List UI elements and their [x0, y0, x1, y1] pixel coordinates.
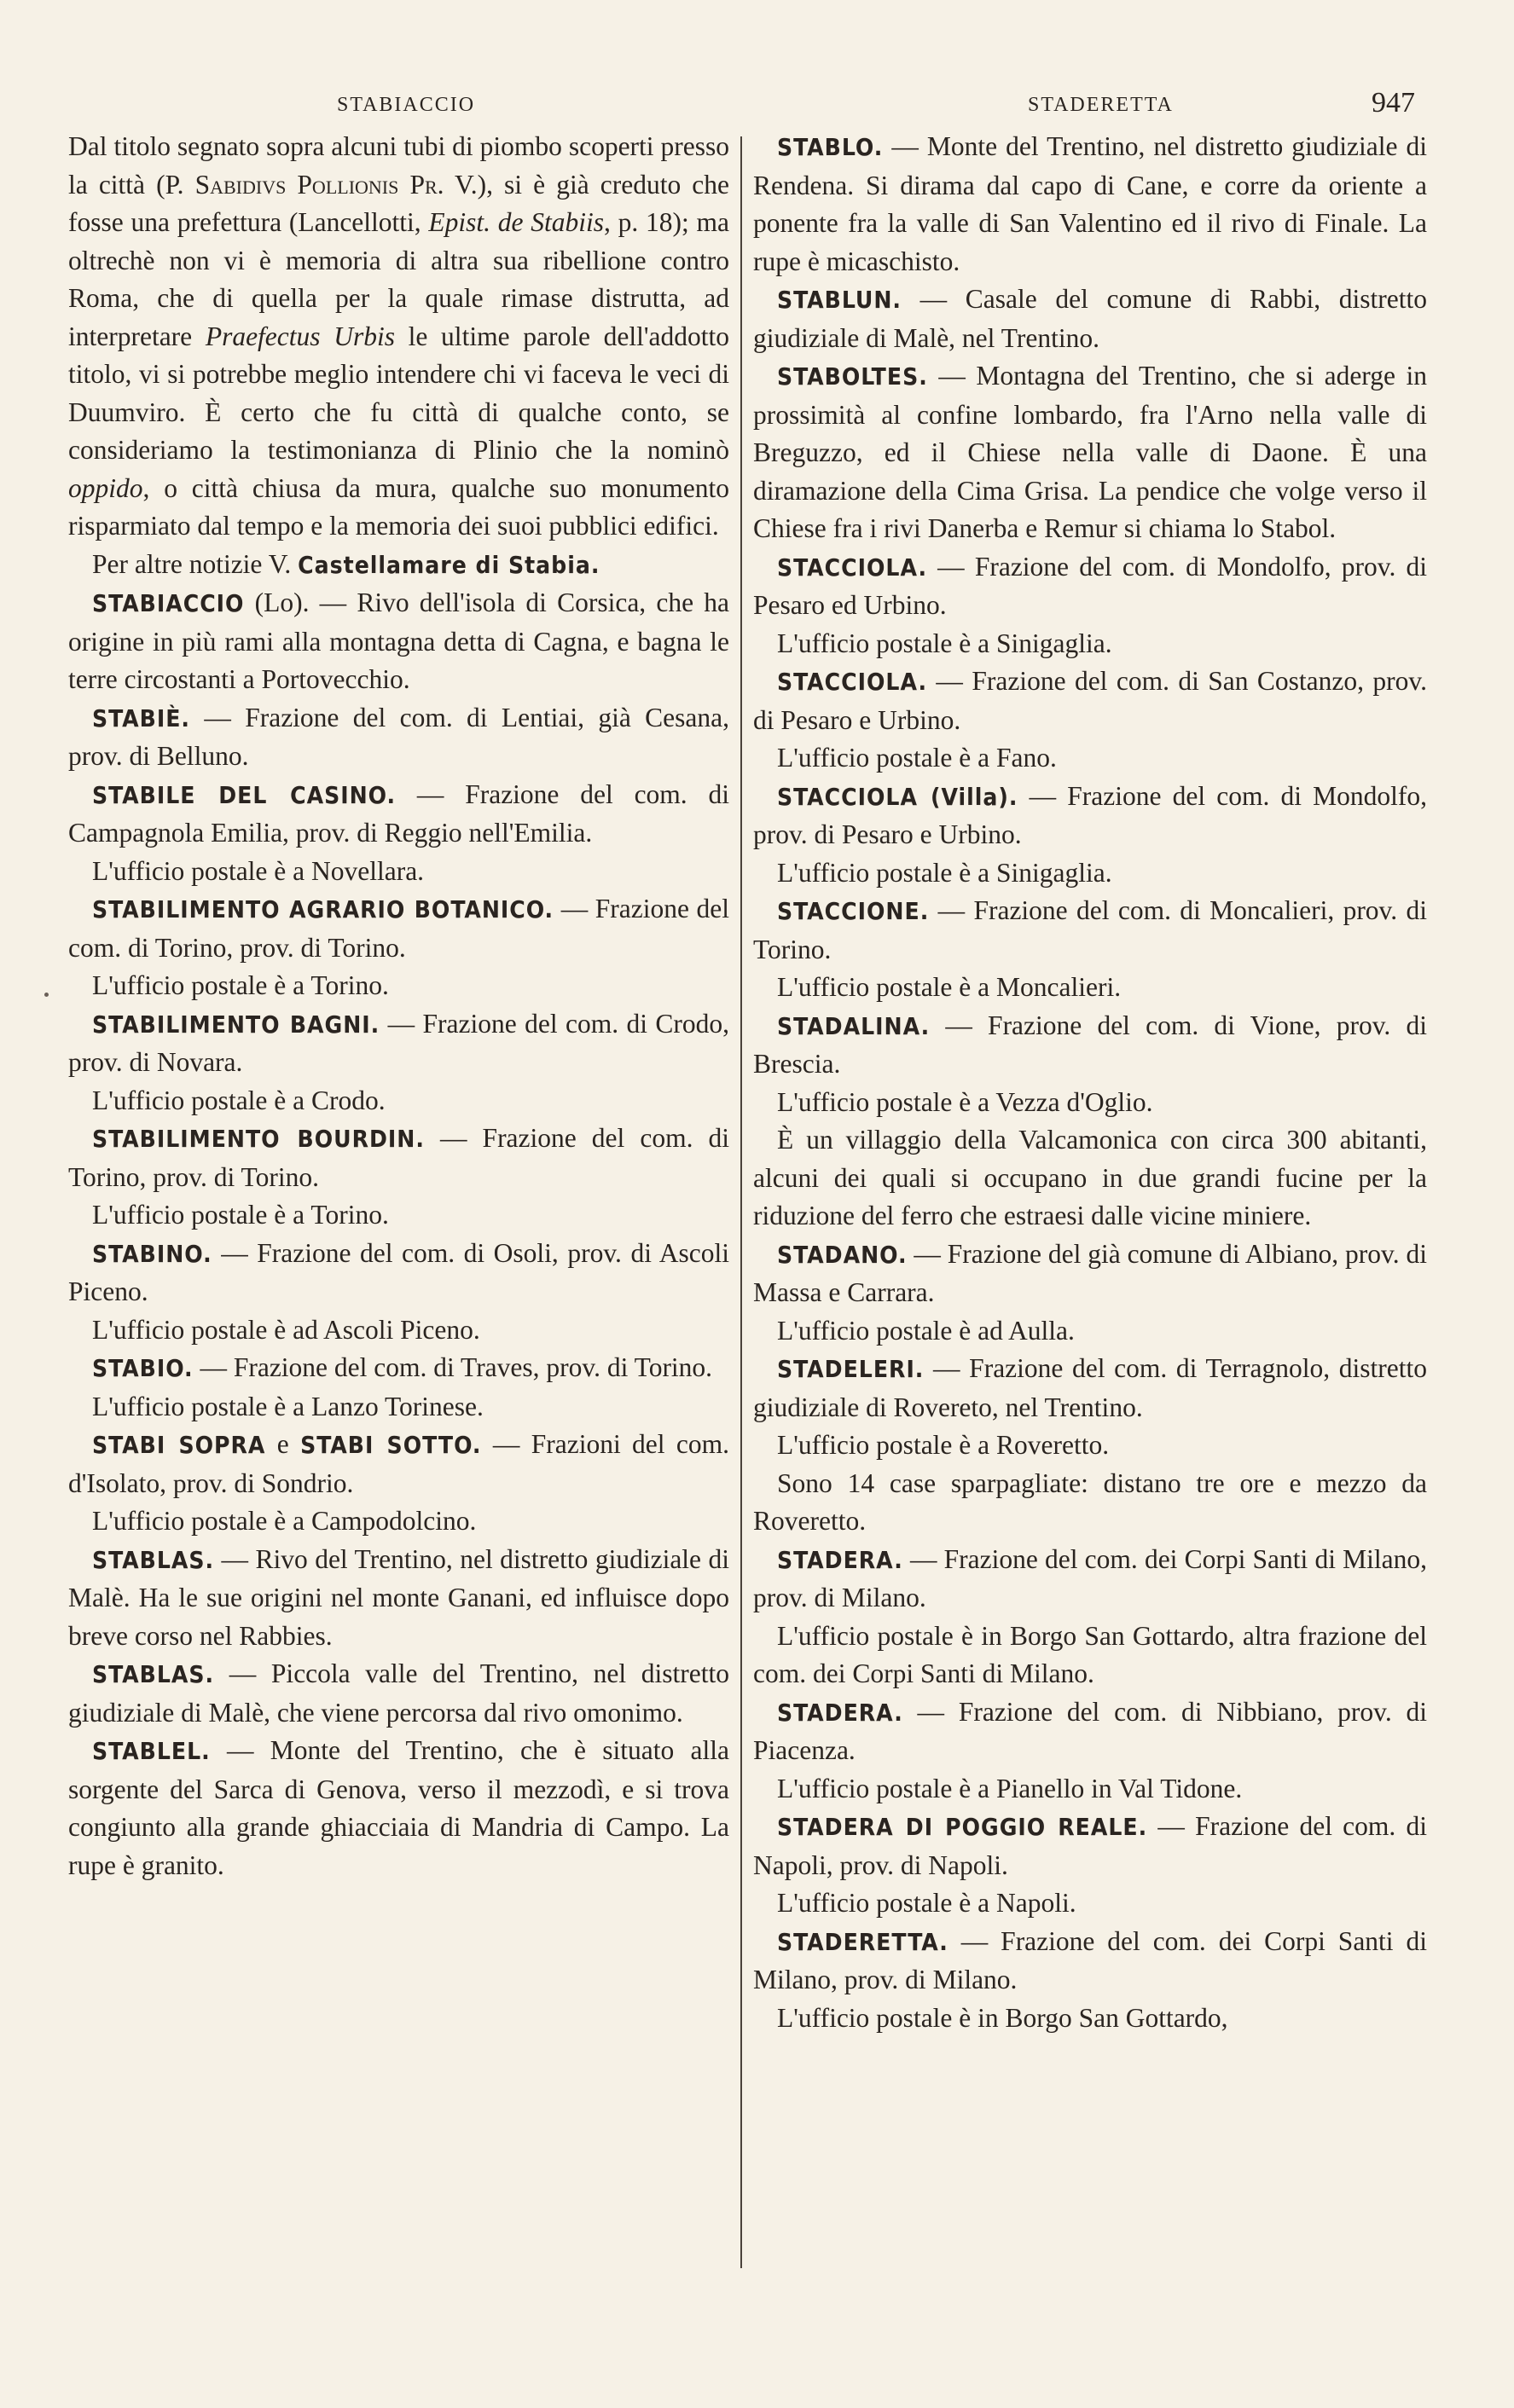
- entry-stabi-sopra-sotto: [68, 1426, 729, 1502]
- latin-word: oppido: [68, 472, 143, 503]
- postal-note: L'ufficio postale è a Moncalieri.: [777, 972, 1122, 1002]
- entry-stadera-di-poggio-reale: [753, 1808, 1427, 1884]
- entry-text: — Frazione del com. dei Corpi Santi di Milano, prov. di Milano.: [753, 1543, 1427, 1612]
- entry-text: — Frazioni del com. d'Isolato, prov. di Sondrio.: [68, 1429, 730, 1498]
- text-run: V.), si è già creduto che fosse una prefettura (Lancellotti,: [68, 169, 730, 237]
- postal-note: L'ufficio postale è a Torino.: [92, 1200, 389, 1230]
- entry-text: — Frazione del com. dei Corpi Santi di Milano, prov. di Milano.: [753, 1925, 1427, 1994]
- entry-text: — Casale del comune di Rabbi, distretto giudiziale di Malè, nel Trentino.: [753, 284, 1427, 353]
- entry-headword: STABILE DEL CASINO.: [92, 780, 397, 809]
- entry-text: — Frazione del com. di Campagnola Emilia, prov. di Reggio nell'Emilia.: [68, 779, 730, 848]
- entry-headword: STABILIMENTO BOURDIN.: [92, 1125, 425, 1153]
- description-note: È un villaggio della Valcamonica con circa 300 abitanti, alcuni dei quali si occupano in due grandi fucine per la riduzione del ferro che estraesi dalle vicine miniere.: [753, 1125, 1427, 1230]
- description-note: Sono 14 case sparpagliate: distano tre ore e mezzo da Roveretto.: [753, 1467, 1427, 1536]
- entry-headword: STADERA.: [777, 1698, 903, 1727]
- entry-text: — Piccola valle del Trentino, nel distretto giudiziale di Malè, che viene percorsa dal rivo omonimo.: [68, 1658, 729, 1728]
- left-running-head: STABIACCIO: [337, 94, 476, 116]
- entry-headword: STABIO.: [92, 1354, 194, 1382]
- entry-stablas-valle: [68, 1655, 729, 1732]
- entry-text: — Rivo del Trentino, nel distretto giudiziale di Malè. Ha le sue origini nel monte Ganani, ed influisce dopo breve corso nel Rabbies.: [68, 1543, 729, 1651]
- text-run: , o città chiusa da mura, qualche suo monumento risparmiato dal tempo e la memoria dei suoi pubblici edifici.: [68, 472, 729, 541]
- page-number: 947: [1372, 87, 1415, 119]
- entry-headword: STABLO.: [777, 133, 884, 161]
- margin-dot: [44, 993, 49, 997]
- postal-note: L'ufficio postale è a Sinigaglia.: [777, 857, 1112, 888]
- entry-stadano: [753, 1236, 1427, 1312]
- right-running-head: STADERETTA: [1028, 94, 1174, 116]
- entry-stabio: [68, 1349, 729, 1388]
- postal-note: L'ufficio postale è a Torino.: [92, 970, 389, 1000]
- text-run: le ultime parole dell'addotto titolo, vi si potrebbe meglio intendere chi vi faceva le veci di Duumviro. È certo che fu città di qualche conto, se consideriamo la testimonianza di Plinio che la nominò: [68, 321, 729, 465]
- column-divider: [740, 136, 742, 2268]
- entry-stadera-nibbiano: [753, 1693, 1427, 1770]
- entry-headword: STABLAS.: [92, 1660, 215, 1688]
- entry-headword: STADERA DI POGGIO REALE.: [777, 1813, 1148, 1841]
- cross-reference: Castellamare di Stabia.: [298, 550, 600, 579]
- postal-note: L'ufficio postale è a Napoli.: [777, 1888, 1076, 1918]
- postal-note: L'ufficio postale è in Borgo San Gottardo,: [777, 2002, 1228, 2033]
- entry-headword: STABILIMENTO AGRARIO BOTANICO.: [92, 895, 554, 923]
- entry-staderetta: [753, 1923, 1427, 2000]
- entry-headword: STACCIONE.: [777, 897, 930, 925]
- entry-text: — Frazione del com. di Nibbiano, prov. di Piacenza.: [753, 1696, 1427, 1765]
- entry-headword: STABIÈ.: [92, 703, 190, 732]
- entry-text: — Monte del Trentino, nel distretto giudiziale di Rendena. Si dirama dal capo di Cane, e corre da oriente a ponente fra la valle di San Valentino ed il rivo di Finale. La rupe è micaschisto.: [753, 131, 1427, 276]
- text-run: Dal titolo segnato sopra alcuni tubi di piombo scoperti presso la città (P.: [68, 131, 729, 200]
- entry-headword: STABLAS.: [92, 1545, 215, 1574]
- entry-text: — Frazione del com. di Vione, prov. di Brescia.: [753, 1010, 1427, 1079]
- inscription-text: Sabidivs Pollionis Pr.: [194, 169, 444, 200]
- entry-headword: STADANO.: [777, 1240, 908, 1269]
- entry-stablun: [753, 281, 1427, 357]
- entry-text: — Frazione del com. di Napoli, prov. di Napoli.: [753, 1811, 1427, 1880]
- postal-note: L'ufficio postale è a Novellara.: [92, 855, 425, 886]
- entry-text: — Frazione del già comune di Albiano, prov. di Massa e Carrara.: [753, 1238, 1427, 1307]
- entry-stablo: [753, 128, 1427, 281]
- entry-stabilimento-bourdin: [68, 1120, 729, 1196]
- entry-headword: STABI SOTTO.: [300, 1431, 482, 1459]
- entry-headword: STABLUN.: [777, 286, 902, 314]
- entry-text: — Frazione del com. di San Costanzo, prov. di Pesaro e Urbino.: [753, 666, 1427, 735]
- left-column: [68, 128, 729, 1884]
- entry-text: (Lo). — Rivo dell'isola di Corsica, che ha origine in più rami alla montagna detta di Cagna, e bagna le terre circostanti a Portovecchio.: [68, 588, 729, 694]
- entry-headword: STABILIMENTO BAGNI.: [92, 1010, 380, 1039]
- intro-paragraph: [68, 128, 729, 546]
- entry-headword: STADELERI.: [777, 1355, 925, 1383]
- entry-headword: STACCIOLA.: [777, 668, 928, 696]
- postal-note: L'ufficio postale è a Crodo.: [92, 1085, 386, 1115]
- entry-staccione: [753, 892, 1427, 969]
- postal-note: L'ufficio postale è a Campodolcino.: [92, 1506, 477, 1536]
- entry-text: — Frazione del com. di Moncalieri, prov. di Torino.: [753, 895, 1427, 964]
- entry-stabile-del-casino: [68, 776, 729, 853]
- text-run: Per altre notizie V.: [92, 548, 299, 579]
- postal-note: L'ufficio postale è a Sinigaglia.: [777, 628, 1112, 658]
- postal-note: L'ufficio postale è a Vezza d'Oglio.: [777, 1086, 1153, 1117]
- postal-note: L'ufficio postale è in Borgo San Gottardo, altra frazione del com. dei Corpi Santi di Milano.: [753, 1620, 1427, 1688]
- entry-stablel: [68, 1732, 729, 1884]
- entry-headword: STACCIOLA (Villa).: [777, 782, 1018, 811]
- entry-text: — Frazione del com. di Torino, prov. di Torino.: [68, 894, 729, 963]
- text-run: , p. 18); ma oltrechè non vi è memoria di altra sua ribellione contro Roma, che di quella per la quale rimase distrutta, ad interpretare: [68, 207, 729, 351]
- entry-text: — Frazione del com. di Traves, prov. di Torino.: [193, 1352, 713, 1382]
- entry-headword: STABINO.: [92, 1239, 212, 1268]
- entry-stacciola-san-costanzo: [753, 663, 1427, 739]
- entry-headword: STADERETTA.: [777, 1927, 948, 1956]
- entry-stacciola-villa: [753, 778, 1427, 854]
- postal-note: L'ufficio postale è a Pianello in Val Tidone.: [777, 1773, 1243, 1803]
- entry-text: — Frazione del com. di Osoli, prov. di Ascoli Piceno.: [68, 1237, 729, 1306]
- entry-headword: STABOLTES.: [777, 362, 928, 391]
- right-column: [753, 128, 1427, 2037]
- entry-headword: STABI SOPRA: [92, 1431, 266, 1459]
- postal-note: L'ufficio postale è a Roveretto.: [777, 1430, 1110, 1460]
- see-also-paragraph: [68, 546, 729, 585]
- entry-stablas-rivo: [68, 1541, 729, 1656]
- entry-headword: STABLEL.: [92, 1737, 211, 1765]
- entry-headword: STADERA.: [777, 1545, 903, 1574]
- entry-text: — Frazione del com. di Lentiai, già Cesana, prov. di Belluno.: [68, 702, 729, 771]
- entry-headword: STABIACCIO: [92, 589, 245, 617]
- entry-staboltes: [753, 357, 1427, 548]
- entry-stabie: [68, 699, 729, 776]
- postal-note: L'ufficio postale è a Lanzo Torinese.: [92, 1391, 484, 1421]
- entry-text: — Monte del Trentino, che è situato alla sorgente del Sarca di Genova, verso il mezzodì, e si trova congiunto alla grande ghiacciaia di Mandria di Campo. La rupe è granito.: [68, 1735, 729, 1880]
- entry-stadalina: [753, 1007, 1427, 1084]
- entry-stabilimento-agrario-botanico: [68, 890, 729, 967]
- postal-note: L'ufficio postale è ad Aulla.: [777, 1315, 1075, 1346]
- postal-note: L'ufficio postale è a Fano.: [777, 743, 1057, 773]
- postal-note: L'ufficio postale è ad Ascoli Piceno.: [92, 1314, 480, 1345]
- entry-text: — Frazione del com. di Mondolfo, prov. di Pesaro e Urbino.: [753, 780, 1427, 849]
- entry-text: — Frazione del com. di Torino, prov. di Torino.: [68, 1123, 730, 1192]
- entry-stabiaccio: [68, 584, 729, 699]
- entry-headword: STACCIOLA.: [777, 553, 928, 582]
- entry-stadera-milano: [753, 1541, 1427, 1618]
- entry-stabino: [68, 1235, 729, 1311]
- entry-stacciola-mondolfo: [753, 548, 1427, 625]
- latin-phrase: Praefectus Urbis: [205, 321, 395, 351]
- text-run: e: [265, 1429, 301, 1459]
- entry-text: — Montagna del Trentino, che si aderge in prossimità al confine lombardo, fra l'Arno nella valle di Breguzzo, ed il Chiese nella valle di Daone. È una diramazione della Cima Grisa. La pendice che volge verso il Chiese fra i rivi Danerba e Remur si chiama lo Stabol.: [753, 361, 1427, 543]
- entry-stabilimento-bagni: [68, 1005, 729, 1082]
- citation-title: Epist. de Stabiis: [428, 207, 605, 237]
- entry-text: — Frazione del com. di Terragnolo, distretto giudiziale di Rovereto, nel Trentino.: [753, 1353, 1427, 1422]
- entry-stadeleri: [753, 1350, 1427, 1427]
- entry-text: — Frazione del com. di Mondolfo, prov. di Pesaro ed Urbino.: [753, 551, 1427, 620]
- entry-text: — Frazione del com. di Crodo, prov. di Novara.: [68, 1008, 729, 1077]
- entry-headword: STADALINA.: [777, 1011, 931, 1040]
